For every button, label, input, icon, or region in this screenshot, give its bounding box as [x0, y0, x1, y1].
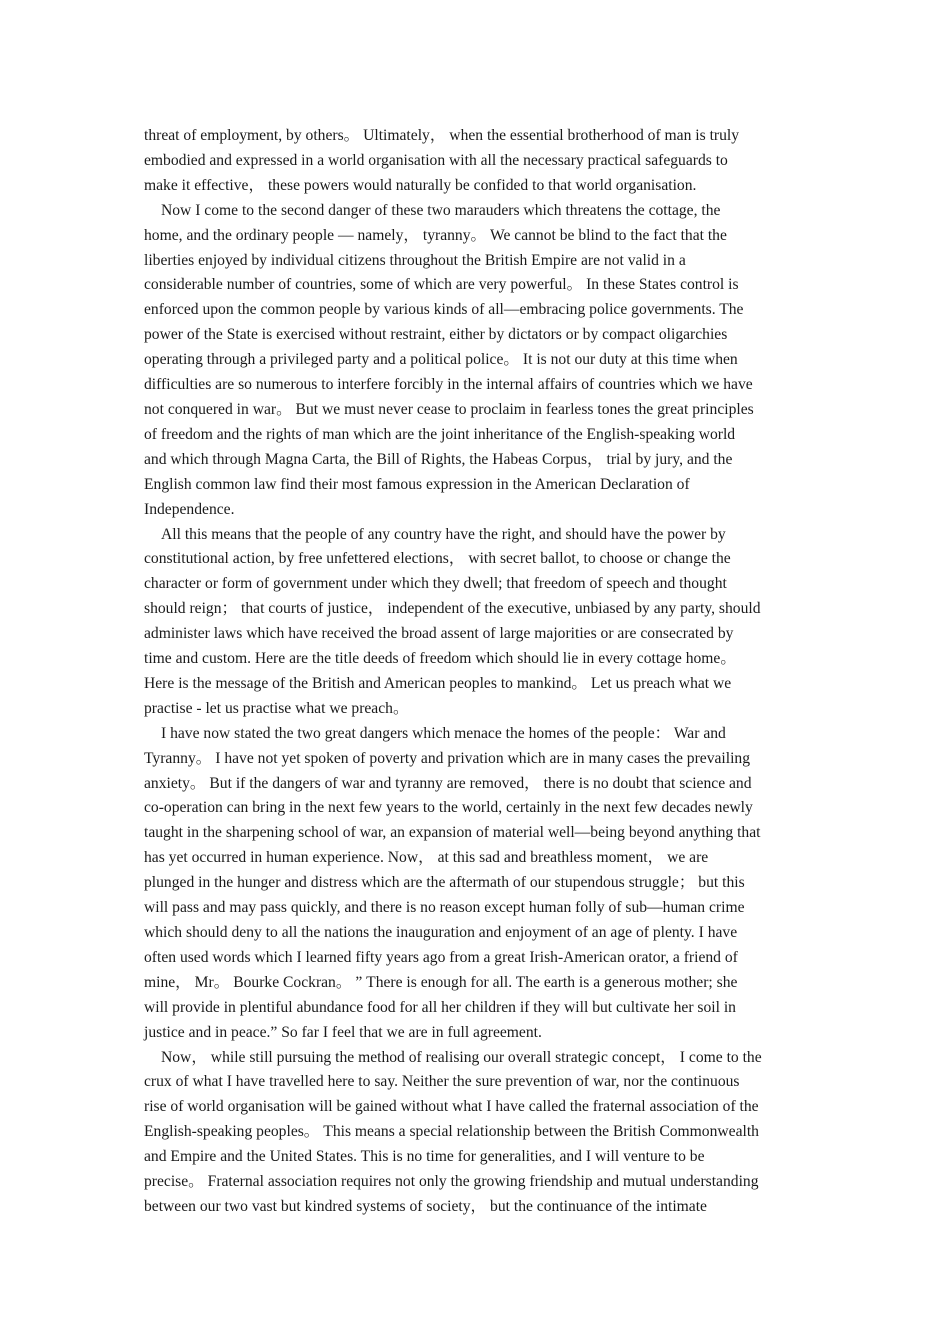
body-text	[144, 124, 810, 1220]
paragraph-3: All this means that the people of any country have the right, and should have the power by constitutional action, by free unfettered elections， with secret ballot, to choose or change the character or form of government under which they dwell; that freedom of speech and thought should reign； that courts of justice， independent of the executive, unbiased by any party, should administer laws which have received the broad assent of large majorities or are consecrated by time and custom. Here are the title deeds of freedom which should lie in every cottage home。 Here is the message of the British and American peoples to mankind。 Let us preach what we practise - let us practise what we preach。	[144, 525, 761, 717]
paragraph-1: threat of employment, by others。 Ultimately， when the essential brotherhood of man is truly embodied and expressed in a world organisation with all the necessary practical safeguards to make it effective， these powers would naturally be confided to that world organisation.	[144, 127, 740, 194]
paragraph-2: Now I come to the second danger of these two marauders which threatens the cottage, the home, and the ordinary people — namely， tyranny。 We cannot be blind to the fact that the liberties enjoyed by individual citizens throughout the British Empire are not valid in a considerable number of countries, some of which are very powerful。 In these States control is enforced upon the common people by various kinds of all—embracing police governments. The power of the State is exercised without restraint, either by dictators or by compact oligarchies operating through a privileged party and a political police。 It is not our duty at this time when difficulties are so numerous to interfere forcibly in the internal affairs of countries which we have not conquered in war。 But we must never cease to proclaim in fearless tones the great principles of freedom and the rights of man which are the joint inheritance of the English-speaking world and which through Magna Carta, the Bill of Rights, the Habeas Corpus， trial by jury, and the English common law find their most famous expression in the American Declaration of Independence.	[144, 201, 754, 518]
paragraph-4: I have now stated the two great dangers which menace the homes of the people： War and Tyranny。 I have not yet spoken of poverty and privation which are in many cases the prevailing anxiety。 But if the dangers of war and tyranny are removed， there is no doubt that science and co-operation can bring in the next few years to the world, certainly in the next few decades newly taught in the sharpening school of war, an expansion of material well—being beyond anything that has yet occurred in human experience. Now， at this sad and breathless moment， we are plunged in the hunger and distress which are the aftermath of our stupendous struggle； but this will pass and may pass quickly, and there is no reason except human folly of sub—human crime which should deny to all the nations the inauguration and enjoyment of an age of plenty. I have often used words which I learned fifty years ago from a great Irish-American orator, a friend of mine， Mr。 Bourke Cockran。 ” There is enough for all. The earth is a generous mother; she will provide in plentiful abundance food for all her children if they will but cultivate her soil in justice and in peace.” So far I feel that we are in full agreement.	[144, 724, 761, 1041]
paragraph-5: Now， while still pursuing the method of realising our overall strategic concept， I come to the crux of what I have travelled here to say. Neither the sure prevention of war, nor the continuous rise of world organisation will be gained without what I have called the fraternal association of the English-speaking peoples。 This means a special relationship between the British Commonwealth and Empire and the United States. This is no time for generalities, and I will venture to be precise。 Fraternal association requires not only the growing friendship and mutual understanding between our two vast but kindred systems of society， but the continuance of the intimate	[144, 1048, 762, 1215]
